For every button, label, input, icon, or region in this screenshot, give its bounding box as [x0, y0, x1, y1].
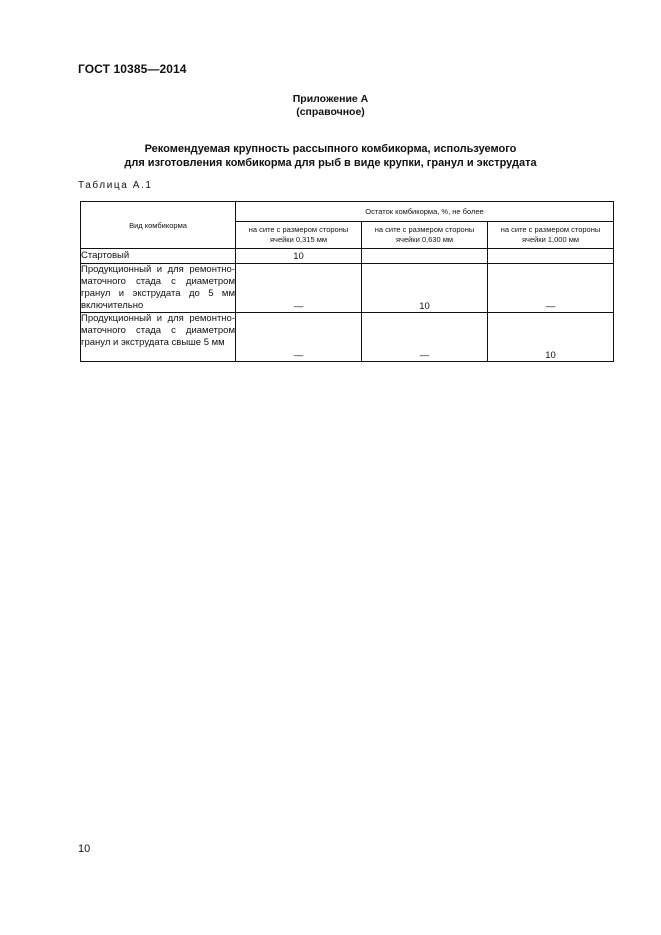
table-row: [81, 264, 614, 313]
data-table: [80, 201, 614, 362]
table-row: [81, 313, 614, 362]
cell-value: 10: [236, 249, 362, 264]
cell-value: 10: [362, 264, 488, 313]
cell-value: —: [362, 313, 488, 362]
row-name: Продукционный и для ремонтно-маточного стада с диаметром гранул и экструдата свыше 5 мм: [81, 313, 236, 362]
annex-title: Приложение А: [292, 93, 369, 105]
header-sieve-0315: на сите с размером стороны ячейки 0,315 мм: [236, 222, 362, 249]
header-kind: Вид комбикорма: [81, 202, 236, 249]
page-number: 10: [78, 843, 91, 855]
cell-value: 10: [488, 313, 614, 362]
cell-value: [488, 249, 614, 264]
annex-subtitle: (справочное): [296, 106, 365, 118]
document-title-line-1: Рекомендуемая крупность рассыпного комбикорма, используемого: [144, 143, 517, 155]
row-name: Продукционный и для ремонтно-маточного стада с диаметром гранул и экструдата до 5 мм включительно: [81, 264, 235, 311]
header-residue: Остаток комбикорма, %, не более: [236, 202, 614, 222]
cell-value: [362, 249, 488, 264]
cell-value: —: [488, 264, 614, 313]
header-sieve-0630: на сите с размером стороны ячейки 0,630 мм: [362, 222, 488, 249]
standard-code: ГОСТ 10385—2014: [78, 62, 187, 76]
header-sieve-1000: на сите с размером стороны ячейки 1,000 мм: [488, 222, 614, 249]
table-caption: Таблица А.1: [78, 180, 153, 191]
cell-value: —: [236, 264, 362, 313]
document-title-line-2: для изготовления комбикорма для рыб в виде крупки, гранул и экструдата: [124, 157, 537, 169]
table-row: [81, 249, 614, 264]
row-name: Стартовый: [81, 249, 236, 264]
cell-value: —: [236, 313, 362, 362]
